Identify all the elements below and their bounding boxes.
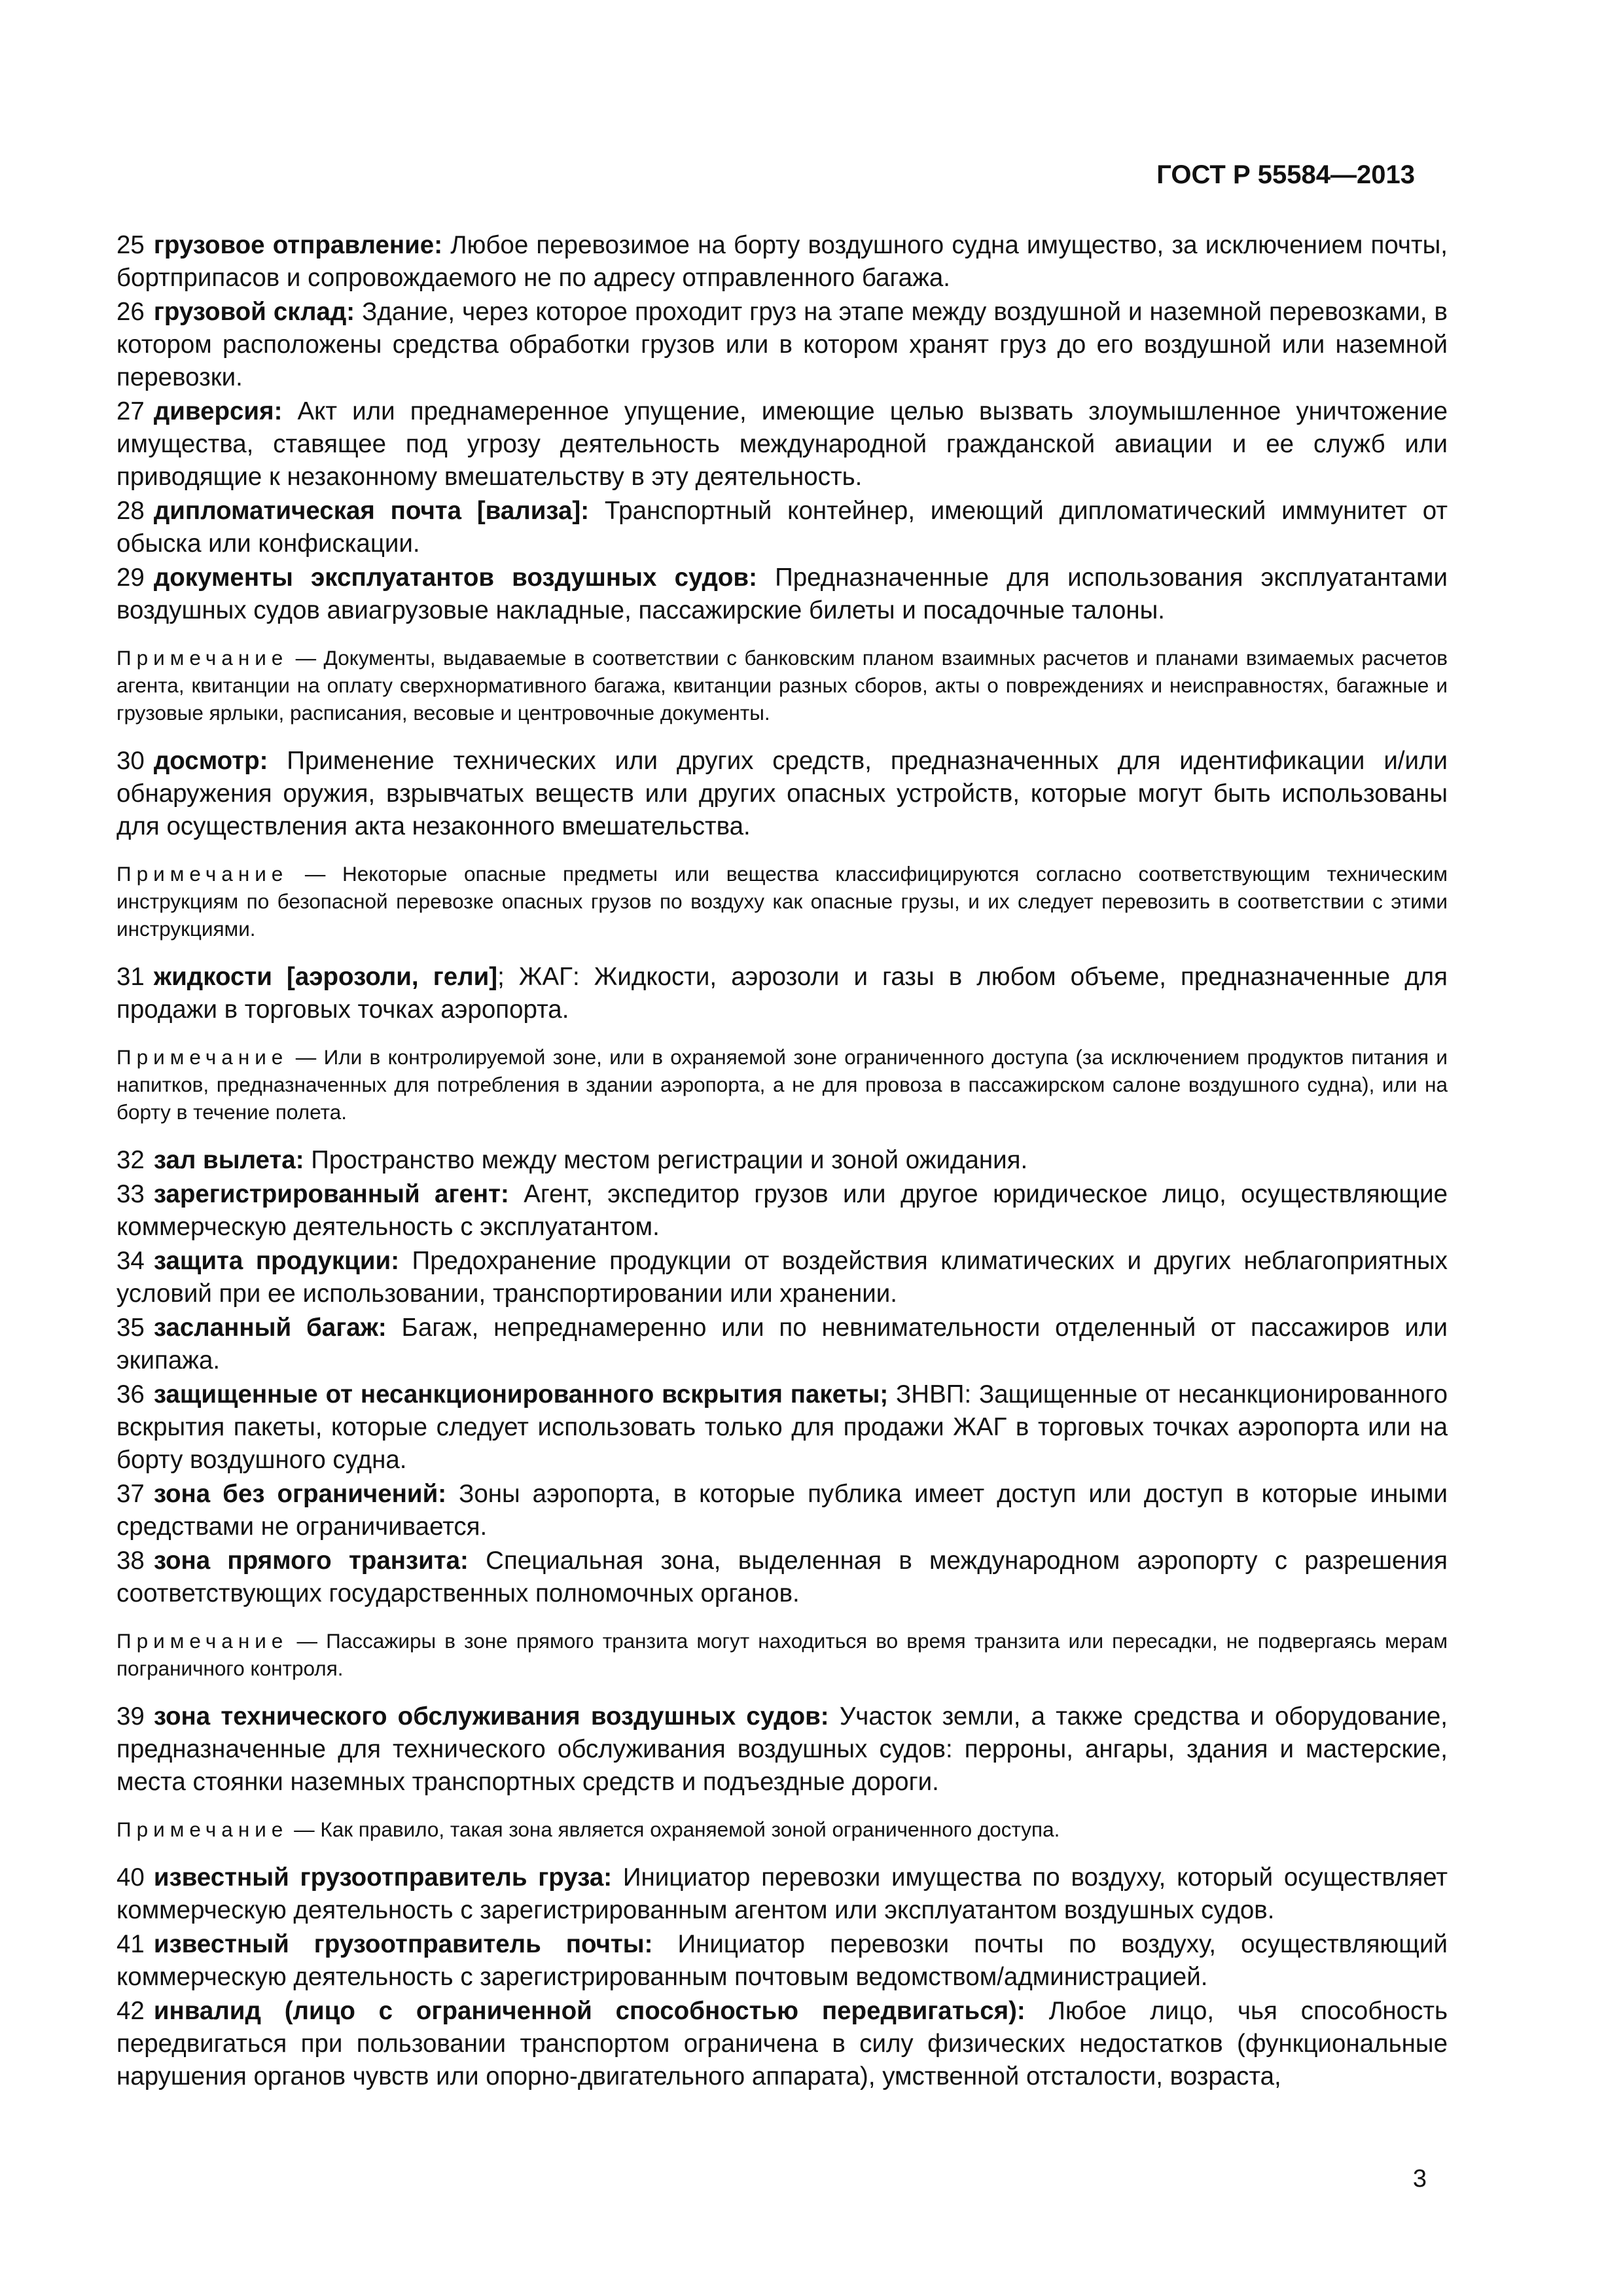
term-entry-41 <box>116 1928 1448 1994</box>
term-entry-27 <box>116 395 1448 493</box>
entry-definition: Пространство между местом регистрации и зоной ожидания. <box>304 1146 1028 1174</box>
entry-number: 31 <box>116 963 145 991</box>
note-dash: — <box>288 1045 324 1069</box>
entry-definition: Инициатор перевозки имущества по воздуху, который осуществляет коммерческую деятельность с зарегистрированным агентом или эксплуатантом воздушных судов. <box>116 1863 1448 1924</box>
entry-number: 32 <box>116 1146 145 1174</box>
term-entry-33 <box>116 1178 1448 1244</box>
term-entry-35 <box>116 1312 1448 1377</box>
entry-number: 37 <box>116 1480 145 1508</box>
note-dash: — <box>288 1818 321 1841</box>
entry-term: зал вылета: <box>153 1146 304 1174</box>
entry-definition: Предохранение продукции от воздействия климатических и других неблагоприятных условий при ее использовании, транспортировании или хранении. <box>116 1247 1448 1308</box>
entry-number: 26 <box>116 298 145 326</box>
term-entry-37 <box>116 1478 1448 1543</box>
term-entry-38 <box>116 1545 1448 1610</box>
note-label: Примечание <box>116 1045 289 1069</box>
entry-number: 30 <box>116 747 145 775</box>
term-entry-30 <box>116 745 1448 843</box>
note-label: Примечание <box>116 862 289 886</box>
term-entry-40 <box>116 1861 1448 1927</box>
entry-number: 36 <box>116 1380 145 1408</box>
entry-number: 27 <box>116 397 145 425</box>
note-label: Примечание <box>116 646 289 670</box>
entry-number: 33 <box>116 1180 145 1208</box>
note-dash: — <box>288 646 324 670</box>
entry-term: защищенные от несанкционированного вскрытия пакеты; <box>153 1380 889 1408</box>
entry-definition: Агент, экспедитор грузов или другое юридическое лицо, осуществляющие коммерческую деятельность с эксплуатантом. <box>116 1180 1448 1241</box>
entry-definition: Здание, через которое проходит груз на этапе между воздушной и наземной перевозками, в котором расположены средства обработки грузов или в котором хранят груз до его воздушной или наземной перевозки. <box>116 298 1448 391</box>
entry-term: жидкости [аэрозоли, гели] <box>153 963 498 991</box>
entry-number: 41 <box>116 1930 145 1958</box>
entry-definition: Транспортный контейнер, имеющий дипломатический иммунитет от обыска или конфискации. <box>116 497 1448 558</box>
term-entry-34 <box>116 1245 1448 1310</box>
entry-term: диверсия: <box>153 397 283 425</box>
document-body <box>116 229 1448 2094</box>
entry-term: известный грузоотправитель груза: <box>153 1863 613 1892</box>
entry-number: 34 <box>116 1247 145 1275</box>
entry-term: известный грузоотправитель почты: <box>153 1930 653 1958</box>
entry-term: документы эксплуатантов воздушных судов: <box>153 564 757 592</box>
entry-term: зона прямого транзита: <box>153 1547 469 1575</box>
entry-term: засланный багаж: <box>153 1314 387 1342</box>
entry-number: 40 <box>116 1863 145 1892</box>
entry-definition: ; ЖАГ: Жидкости, аэрозоли и газы в любом объеме, предназначенные для продажи в торговых точках аэропорта. <box>116 963 1448 1024</box>
entry-term: защита продукции: <box>153 1247 400 1275</box>
note-29 <box>116 644 1448 726</box>
entry-term: грузовое отправление: <box>153 231 443 259</box>
note-text: Или в контролируемой зоне, или в охраняемой зоне ограниченного доступа (за исключением продуктов питания и напитков, предназначенных для потребления в здании аэропорта, а не для провоза в пассажирском салоне воздушного судна), или на борту в течение полета. <box>116 1045 1448 1124</box>
entry-definition: Применение технических или других средств, предназначенных для идентификации и/или обнаружения оружия, взрывчатых веществ или других опасных устройств, которые могут быть использованы для осуществления акта незаконного вмешательства. <box>116 747 1448 840</box>
term-entry-31 <box>116 961 1448 1026</box>
entry-number: 28 <box>116 497 145 525</box>
note-31 <box>116 1043 1448 1126</box>
term-entry-26 <box>116 296 1448 394</box>
note-label: Примечание <box>116 1629 289 1653</box>
note-text: Документы, выдаваемые в соответствии с банковским планом взаимных расчетов и планами взимаемых расчетов агента, квитанции на оплату сверхнормативного багажа, квитанции разных сборов, акты о повреждениях и неисправностях, багажные и грузовые ярлыки, расписания, весовые и центровочные документы. <box>116 646 1448 725</box>
note-dash: — <box>288 862 342 886</box>
term-entry-39 <box>116 1700 1448 1799</box>
entry-definition: Любое перевозимое на борту воздушного судна имущество, за исключением почты, бортприпасов и сопровождаемого не по адресу отправленного багажа. <box>116 231 1448 292</box>
entry-number: 39 <box>116 1702 145 1731</box>
entry-term: дипломатическая почта [вализа]: <box>153 497 590 525</box>
page-number: 3 <box>1412 2165 1427 2193</box>
term-entry-42 <box>116 1995 1448 2093</box>
term-entry-32 <box>116 1144 1448 1177</box>
term-entry-28 <box>116 495 1448 560</box>
entry-definition: Зоны аэропорта, в которые публика имеет доступ или доступ в которые иными средствами не ограничивается. <box>116 1480 1448 1541</box>
entry-definition: ЗНВП: Защищенные от несанкционированного вскрытия пакеты, которые следует использовать только для продажи ЖАГ в торговых точках аэропорта или на борту воздушного судна. <box>116 1380 1448 1474</box>
entry-definition: Инициатор перевозки почты по воздуху, осуществляющий коммерческую деятельность с зарегистрированным почтовым ведомством/администрацией. <box>116 1930 1448 1991</box>
entry-term: зона технического обслуживания воздушных судов: <box>153 1702 829 1731</box>
entry-number: 29 <box>116 564 145 592</box>
note-text: Как правило, такая зона является охраняемой зоной ограниченного доступа. <box>320 1818 1060 1841</box>
entry-term: инвалид (лицо с ограниченной способностью передвигаться): <box>153 1997 1026 2025</box>
term-entry-29 <box>116 562 1448 627</box>
note-39 <box>116 1816 1448 1843</box>
entry-term: зарегистрированный агент: <box>153 1180 509 1208</box>
entry-number: 42 <box>116 1997 145 2025</box>
note-38 <box>116 1627 1448 1682</box>
document-id: ГОСТ Р 55584—2013 <box>1156 160 1415 189</box>
entry-term: досмотр: <box>153 747 268 775</box>
entry-term: зона без ограничений: <box>153 1480 447 1508</box>
entry-number: 38 <box>116 1547 145 1575</box>
entry-definition: Специальная зона, выделенная в международном аэропорту с разрешения соответствующих государственных полномочных органов. <box>116 1547 1448 1607</box>
entry-number: 35 <box>116 1314 145 1342</box>
entry-term: грузовой склад: <box>153 298 355 326</box>
entry-definition: Участок земли, а также средства и оборудование, предназначенные для технического обслуживания воздушных судов: перроны, ангары, здания и мастерские, места стоянки наземных транспортных средств и подъездные дороги. <box>116 1702 1448 1796</box>
term-entry-36 <box>116 1378 1448 1477</box>
note-30 <box>116 860 1448 942</box>
note-text: Некоторые опасные предметы или вещества классифицируются согласно соответствующим техническим инструкциям по безопасной перевозке опасных грузов по воздуху как опасные грузы, и их следует перевозить в соответствии с этими инструкциями. <box>116 862 1448 941</box>
entry-number: 25 <box>116 231 145 259</box>
note-label: Примечание <box>116 1818 289 1841</box>
entry-definition: Любое лицо, чья способность передвигаться при пользовании транспортом ограничена в силу физических недостатков (функциональные нарушения органов чувств или опорно-двигательного аппарата), умственной отсталости, возраста, <box>116 1997 1448 2090</box>
entry-definition: Багаж, непреднамеренно или по невнимательности отделенный от пассажиров или экипажа. <box>116 1314 1448 1374</box>
entry-definition: Предназначенные для использования эксплуатантами воздушных судов авиагрузовые накладные, пассажирские билеты и посадочные талоны. <box>116 564 1448 624</box>
term-entry-25 <box>116 229 1448 295</box>
entry-definition: Акт или преднамеренное упущение, имеющие целью вызвать злоумышленное уничтожение имущества, ставящее под угрозу деятельность международной гражданской авиации и ее служб или приводящие к незаконному вмешательству в эту деятельность. <box>116 397 1448 491</box>
note-text: Пассажиры в зоне прямого транзита могут находиться во время транзита или пересадки, не подвергаясь мерам пограничного контроля. <box>116 1629 1448 1680</box>
note-dash: — <box>288 1629 327 1653</box>
